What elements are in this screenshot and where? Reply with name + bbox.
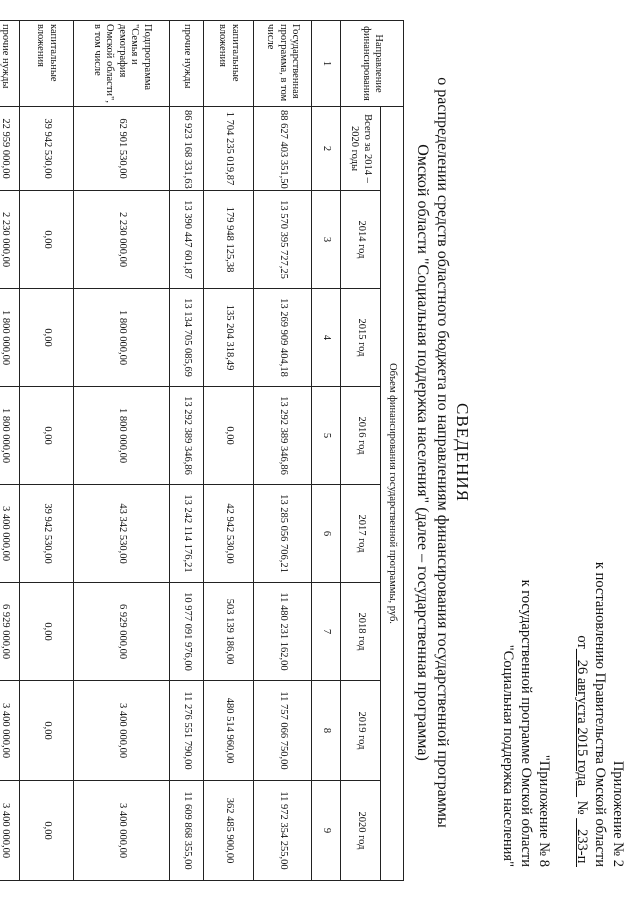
number-value bbox=[574, 818, 590, 867]
cell-value: 3 400 000,00 bbox=[0, 781, 20, 881]
subcol-total: Всего за 2014 – 2020 годы bbox=[341, 107, 381, 191]
subcol-2017: 2017 год bbox=[341, 485, 381, 583]
cell-value: 13 269 909 404,18 bbox=[254, 289, 312, 387]
number-label: № bbox=[574, 800, 590, 815]
cell-value: 2 230 000,00 bbox=[0, 191, 20, 289]
cell-value: 6 929 000,00 bbox=[74, 583, 170, 681]
cell-value: 88 627 403 351,50 bbox=[254, 107, 312, 191]
cell-value: 0,00 bbox=[20, 583, 74, 681]
cell-value: 13 242 114 176,21 bbox=[170, 485, 204, 583]
cell-value: 43 342 530,00 bbox=[74, 485, 170, 583]
subcol-2020: 2020 год bbox=[341, 781, 381, 881]
index-cell: 4 bbox=[312, 289, 341, 387]
program-appendix-line: к государственной программе Омской области bbox=[518, 579, 534, 867]
index-cell: 1 bbox=[312, 21, 341, 107]
cell-value: 13 292 389 346,86 bbox=[254, 387, 312, 485]
cell-value: 3 400 000,00 bbox=[74, 681, 170, 781]
cell-value: 0,00 bbox=[20, 191, 74, 289]
cell-value: 13 390 447 601,87 bbox=[170, 191, 204, 289]
title-subline-2: Омской области "Социальная поддержка населения" (далее – государственная программа) bbox=[414, 144, 431, 761]
index-cell: 5 bbox=[312, 387, 341, 485]
index-cell: 9 bbox=[312, 781, 341, 881]
financing-table bbox=[0, 20, 404, 881]
cell-value: 480 514 960,00 bbox=[204, 681, 254, 781]
cell-value: 13 285 056 706,21 bbox=[254, 485, 312, 583]
cell-value: 11 757 066 750,00 bbox=[254, 681, 312, 781]
cell-value: 1 704 235 019,87 bbox=[204, 107, 254, 191]
subcol-2014: 2014 год bbox=[341, 191, 381, 289]
cell-value: 503 139 186,00 bbox=[204, 583, 254, 681]
appendix-number: Приложение № 2 bbox=[610, 760, 626, 867]
cell-value: 0,00 bbox=[20, 681, 74, 781]
number-text: 233-п bbox=[574, 829, 590, 864]
cell-value: 6 929 000,00 bbox=[0, 583, 20, 681]
subcol-2018: 2018 год bbox=[341, 583, 381, 681]
cell-value: 86 923 168 331,63 bbox=[170, 107, 204, 191]
row-label: Государственная программа, в том числе bbox=[254, 21, 312, 107]
row-label: прочие нужды bbox=[170, 21, 204, 107]
row-label: Подпрограмма "Семья и демография Омской области", в том числе bbox=[74, 21, 170, 107]
cell-value: 3 400 000,00 bbox=[74, 781, 170, 881]
table-row bbox=[74, 21, 170, 881]
cell-value: 39 942 530,00 bbox=[20, 485, 74, 583]
cell-value: 1 800 000,00 bbox=[0, 289, 20, 387]
index-row bbox=[312, 21, 341, 881]
cell-value: 11 480 231 162,00 bbox=[254, 583, 312, 681]
date-text: 26 августа 2015 года bbox=[574, 659, 590, 787]
col-direction-header: Направление финансирования bbox=[341, 21, 404, 107]
title-subline-1: о распределении средств областного бюджета по направлениям финансирования государственной программы bbox=[434, 77, 451, 828]
index-cell: 6 bbox=[312, 485, 341, 583]
program-appendix-number: "Приложение № 8 bbox=[536, 754, 552, 867]
row-label: капитальные вложения bbox=[20, 21, 74, 107]
date-prefix: от bbox=[574, 635, 590, 649]
cell-value: 22 959 000,00 bbox=[0, 107, 20, 191]
program-appendix-name: "Социальная поддержка населения" bbox=[500, 644, 516, 867]
cell-value: 0,00 bbox=[20, 289, 74, 387]
row-label: капитальные вложения bbox=[204, 21, 254, 107]
cell-value: 42 942 530,00 bbox=[204, 485, 254, 583]
cell-value: 62 901 530,00 bbox=[74, 107, 170, 191]
subcol-2019: 2019 год bbox=[341, 681, 381, 781]
cell-value: 11 972 354 255,00 bbox=[254, 781, 312, 881]
subcol-2016: 2016 год bbox=[341, 387, 381, 485]
cell-value: 13 292 389 346,86 bbox=[170, 387, 204, 485]
index-cell: 2 bbox=[312, 107, 341, 191]
cell-value: 11 609 868 355,00 bbox=[170, 781, 204, 881]
cell-value: 1 800 000,00 bbox=[0, 387, 20, 485]
index-cell: 7 bbox=[312, 583, 341, 681]
cell-value: 135 204 318,49 bbox=[204, 289, 254, 387]
cell-value: 13 134 705 085,69 bbox=[170, 289, 204, 387]
subcol-2015: 2015 год bbox=[341, 289, 381, 387]
cell-value: 0,00 bbox=[204, 387, 254, 485]
cell-value: 13 570 395 727,25 bbox=[254, 191, 312, 289]
index-cell: 8 bbox=[312, 681, 341, 781]
cell-value: 179 948 125,38 bbox=[204, 191, 254, 289]
title-heading: СВЕДЕНИЯ bbox=[453, 403, 472, 502]
cell-value: 2 230 000,00 bbox=[74, 191, 170, 289]
cell-value: 3 400 000,00 bbox=[0, 681, 20, 781]
col-volume-header: Объем финансирования государственной программы, руб. bbox=[381, 107, 404, 881]
index-cell: 3 bbox=[312, 191, 341, 289]
cell-value: 11 276 551 790,00 bbox=[170, 681, 204, 781]
appendix-date-line bbox=[574, 635, 590, 867]
cell-value: 362 485 900,00 bbox=[204, 781, 254, 881]
cell-value: 1 800 000,00 bbox=[74, 289, 170, 387]
financing-table-wrap bbox=[0, 20, 404, 880]
table-row bbox=[20, 21, 74, 881]
table-row bbox=[0, 21, 20, 881]
table-row bbox=[170, 21, 204, 881]
appendix-resolution-line: к постановлению Правительства Омской области bbox=[592, 561, 608, 867]
cell-value: 0,00 bbox=[20, 781, 74, 881]
cell-value: 1 800 000,00 bbox=[74, 387, 170, 485]
table-row bbox=[204, 21, 254, 881]
cell-value: 10 977 091 976,00 bbox=[170, 583, 204, 681]
table-row bbox=[254, 21, 312, 881]
cell-value: 0,00 bbox=[20, 387, 74, 485]
row-label: прочие нужды bbox=[0, 21, 20, 107]
cell-value: 3 400 000,00 bbox=[0, 485, 20, 583]
document-title bbox=[412, 0, 472, 905]
date-value bbox=[574, 649, 590, 797]
cell-value: 39 942 530,00 bbox=[20, 107, 74, 191]
